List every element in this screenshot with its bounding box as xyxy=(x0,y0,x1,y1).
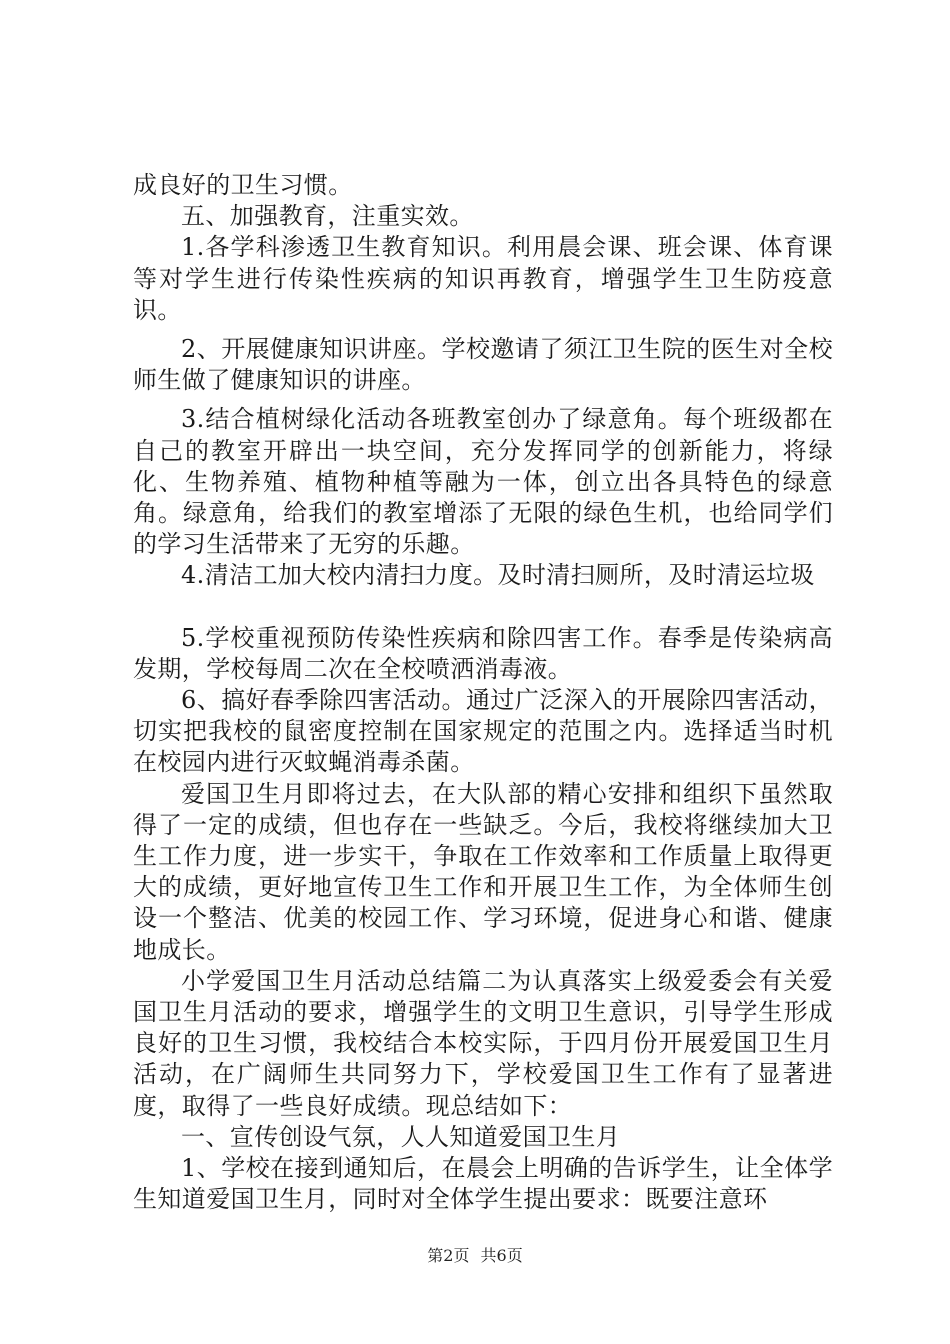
paragraph-gap xyxy=(133,326,833,334)
paragraph-conclusion: 爱国卫生月即将过去，在大队部的精心安排和组织下虽然取得了一定的成绩，但也存在一些缺乏。今后，我校将继续加大卫生工作力度，进一步实干，争取在工作效率和工作质量上取得更大的成绩，更好地宣传卫生工作和开展卫生工作，为全体师生创设一个整洁、优美的校园工作、学习环境，促进身心和谐、健康地成长。 xyxy=(133,779,833,964)
paragraph-gap xyxy=(133,396,833,404)
section-heading-5: 五、加强教育，注重实效。 xyxy=(181,202,474,231)
paragraph-item-6: 6、搞好春季除四害活动。通过广泛深入的开展除四害活动，切实把我校的鼠密度控制在国家规定的范围之内。选择适当时机在校园内进行灭蚊蝇消毒杀菌。 xyxy=(133,686,833,777)
page-total: 共6页 xyxy=(480,1246,523,1265)
paragraph-item-2: 2、开展健康知识讲座。学校邀请了须江卫生院的医生对全校师生做了健康知识的讲座。 xyxy=(133,335,833,395)
paragraph-gap xyxy=(133,592,833,623)
paragraph-item-5: 5.学校重视预防传染性疾病和除四害工作。春季是传染病高发期，学校每周二次在全校喷洒消毒液。 xyxy=(133,623,833,683)
paragraph-article-two-intro: 小学爱国卫生月活动总结篇二为认真落实上级爱委会有关爱国卫生月活动的要求，增强学生的文明卫生意识，引导学生形成良好的卫生习惯，我校结合本校实际，于四月份开展爱国卫生月活动，在广阔师生共同努力下，学校爱国卫生工作有了显著进度，取得了一些良好成绩。现总结如下： xyxy=(133,966,833,1120)
paragraph-item-4: 4.清洁工加大校内清扫力度。及时清扫厕所，及时清运垃圾 xyxy=(181,561,815,590)
document-body xyxy=(133,170,833,1216)
paragraph-item-1b: 1、学校在接到通知后，在晨会上明确的告诉学生，让全体学生知道爱国卫生月，同时对全体学生提出要求：既要注意环 xyxy=(133,1154,833,1214)
paragraph-item-3: 3.结合植树绿化活动各班教室创办了绿意角。每个班级都在自己的教室开辟出一块空间，充分发挥同学的创新能力，将绿化、生物养殖、植物种植等融为一体，创立出各具特色的绿意角。绿意角，给我们的教室增添了无限的绿色生机，也给同学们的学习生活带来了无穷的乐趣。 xyxy=(133,405,833,559)
page-number: 第2页 xyxy=(427,1246,470,1265)
section-heading-1: 一、宣传创设气氛，人人知道爱国卫生月 xyxy=(181,1122,621,1151)
paragraph-item-1: 1.各学科渗透卫生教育知识。利用晨会课、班会课、体育课等对学生进行传染性疾病的知识再教育，增强学生卫生防疫意识。 xyxy=(133,233,833,324)
page-footer xyxy=(0,1243,950,1266)
paragraph-continuation: 成良好的卫生习惯。 xyxy=(133,171,353,199)
